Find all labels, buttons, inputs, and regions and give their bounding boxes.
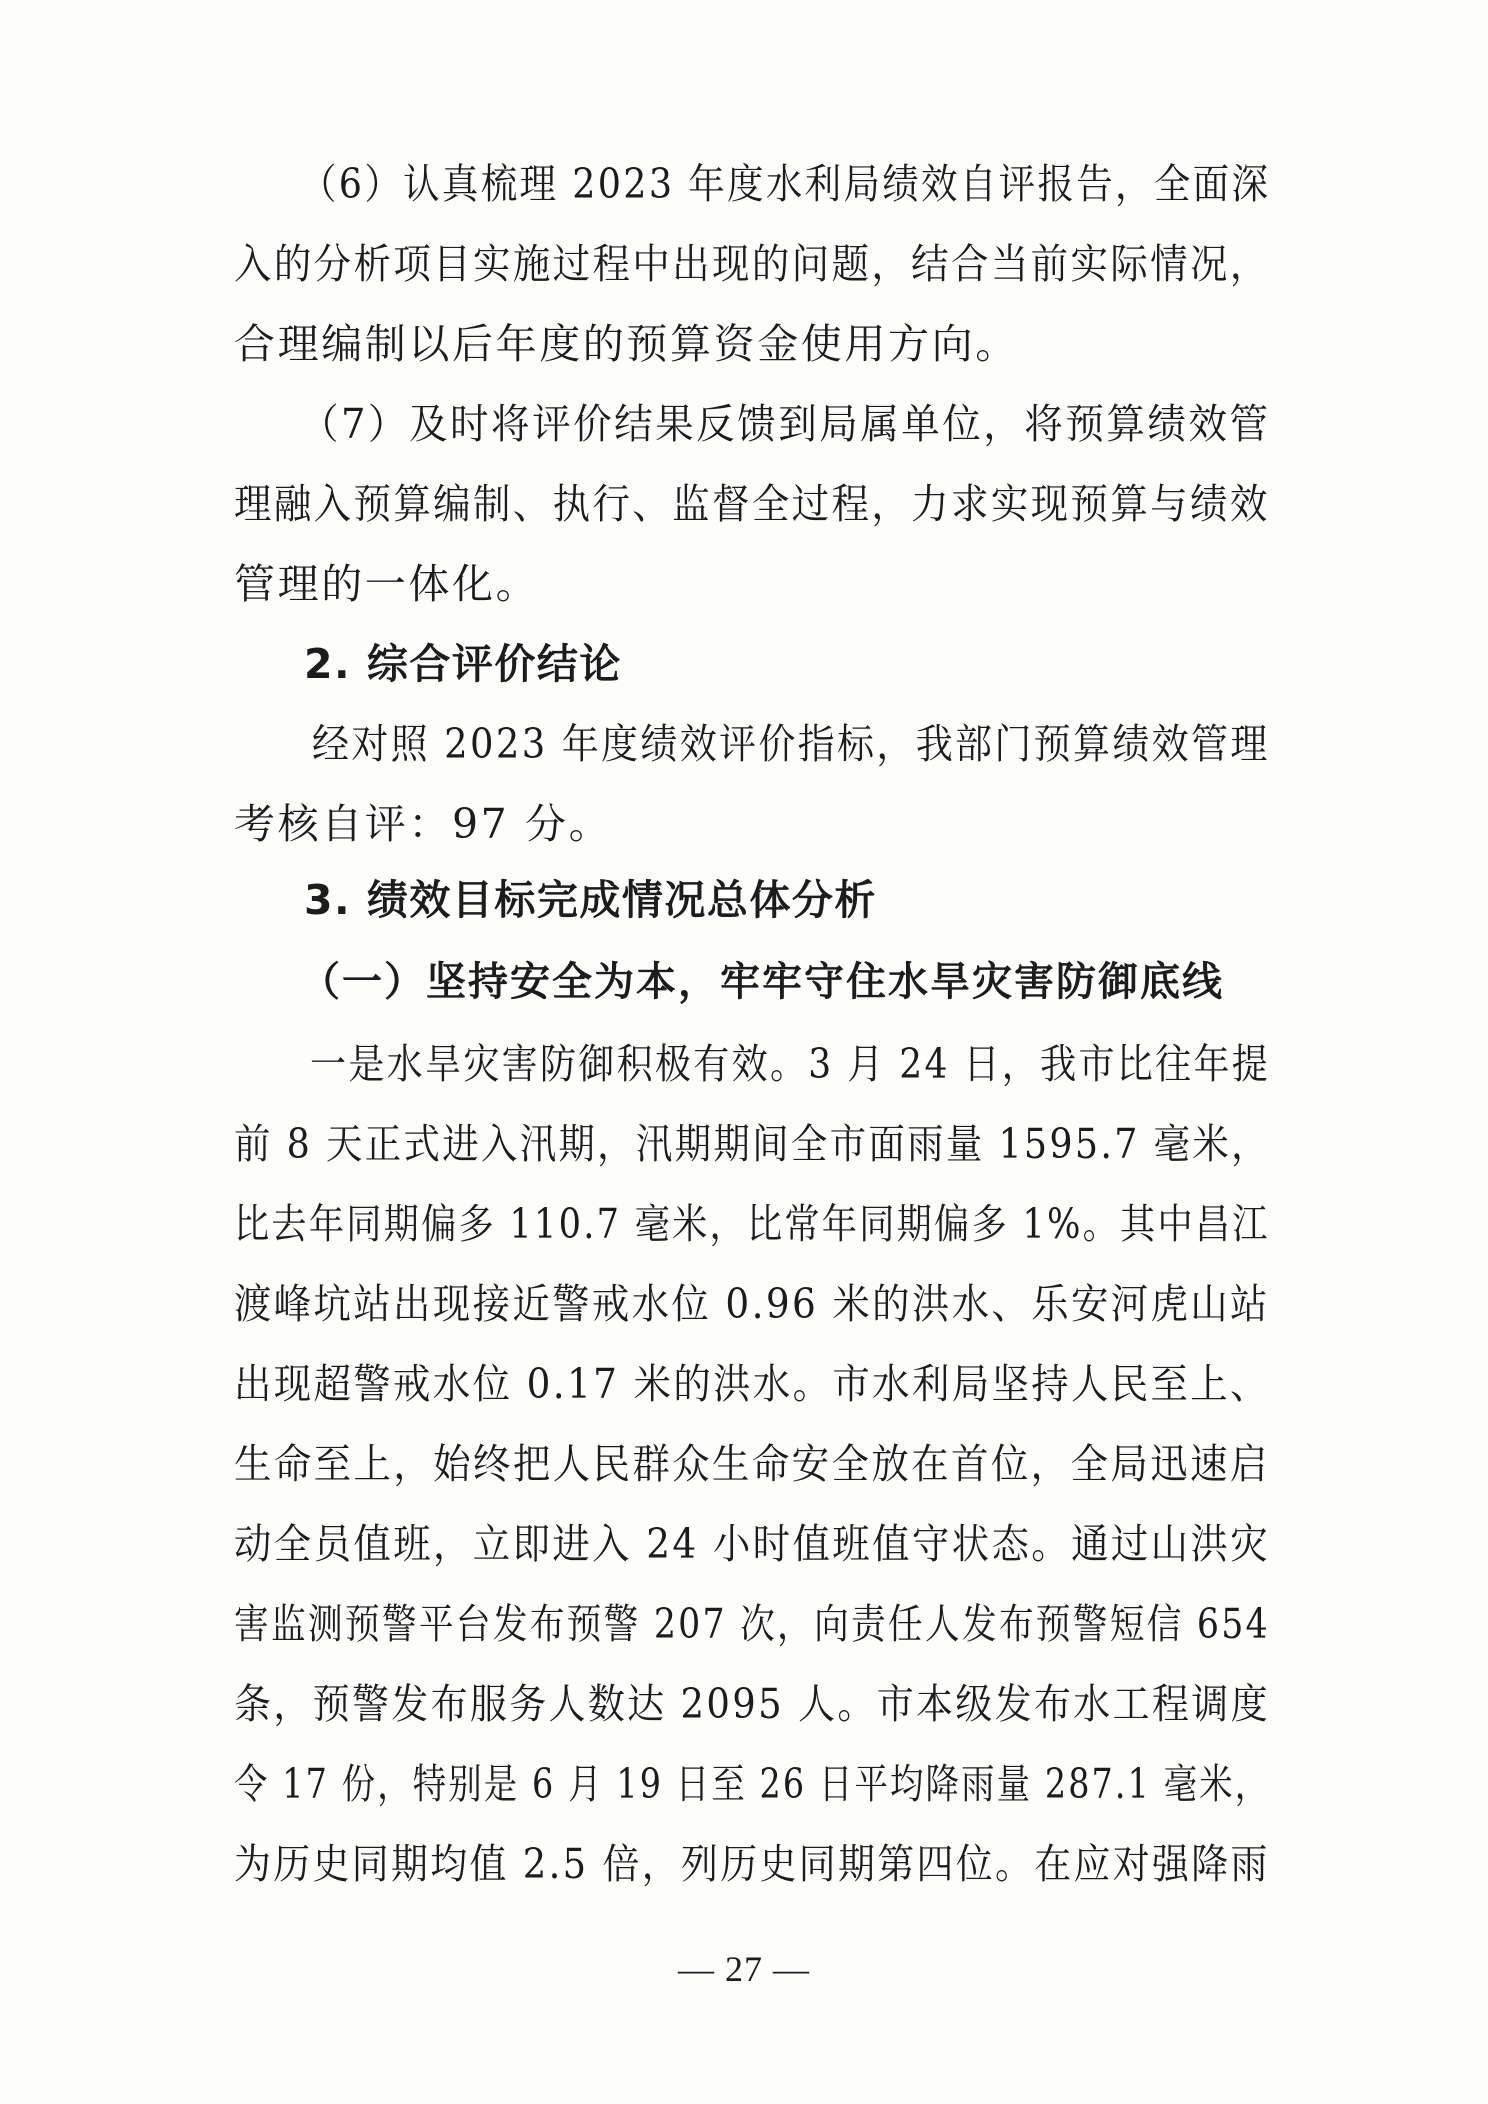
conclusion-line-2: 考核自评：97 分。 [234,800,613,848]
heading-comprehensive-conclusion: 2. 综合评价结论 [304,640,622,688]
body-line-5: 出现超警戒水位 0.17 米的洪水。市水利局坚持人民至上、 [234,1360,1270,1408]
paragraph-6-line-3: 合理编制以后年度的预算资金使用方向。 [234,320,1019,368]
section-heading-1: （一）坚持安全为本，牢牢守住水旱灾害防御底线 [300,959,1224,1005]
body-line-11: 为历史同期均值 2.5 倍，列历史同期第四位。在应对强降雨 [234,1840,1270,1888]
page-number: — 27 — [678,1949,810,1989]
body-line-2: 前 8 天正式进入汛期，汛期期间全市面雨量 1595.7 毫米， [234,1120,1270,1168]
paragraph-7-line-3: 管理的一体化。 [234,560,540,608]
body-line-10: 令 17 份，特别是 6 月 19 日至 26 日平均降雨量 287.1 毫米， [234,1760,1271,1808]
heading-goal-analysis: 3. 绩效目标完成情况总体分析 [304,876,877,924]
body-line-8: 害监测预警平台发布预警 207 次，向责任人发布预警短信 654 [234,1600,1270,1648]
conclusion-line-1: 经对照 2023 年度绩效评价指标，我部门预算绩效管理 [312,720,1270,768]
body-line-9: 条，预警发布服务人数达 2095 人。市本级发布水工程调度 [234,1680,1270,1728]
body-line-4: 渡峰坑站出现接近警戒水位 0.96 米的洪水、乐安河虎山站 [234,1280,1270,1328]
paragraph-6-line-2: 入的分析项目实施过程中出现的问题，结合当前实际情况， [234,240,1270,288]
body-line-6: 生命至上，始终把人民群众生命安全放在首位，全局迅速启 [234,1440,1270,1488]
paragraph-6-line-1: （6）认真梳理 2023 年度水利局绩效自评报告，全面深 [300,160,1271,208]
paragraph-7-line-2: 理融入预算编制、执行、监督全过程，力求实现预算与绩效 [234,480,1270,528]
paragraph-7-line-1: （7）及时将评价结果反馈到局属单位，将预算绩效管 [300,400,1271,448]
body-line-1: 一是水旱灾害防御积极有效。3 月 24 日，我市比往年提 [310,1040,1271,1088]
body-line-7: 动全员值班，立即进入 24 小时值班值守状态。通过山洪灾 [234,1520,1271,1568]
body-line-3: 比去年同期偏多 110.7 毫米，比常年同期偏多 1%。其中昌江 [234,1200,1270,1248]
